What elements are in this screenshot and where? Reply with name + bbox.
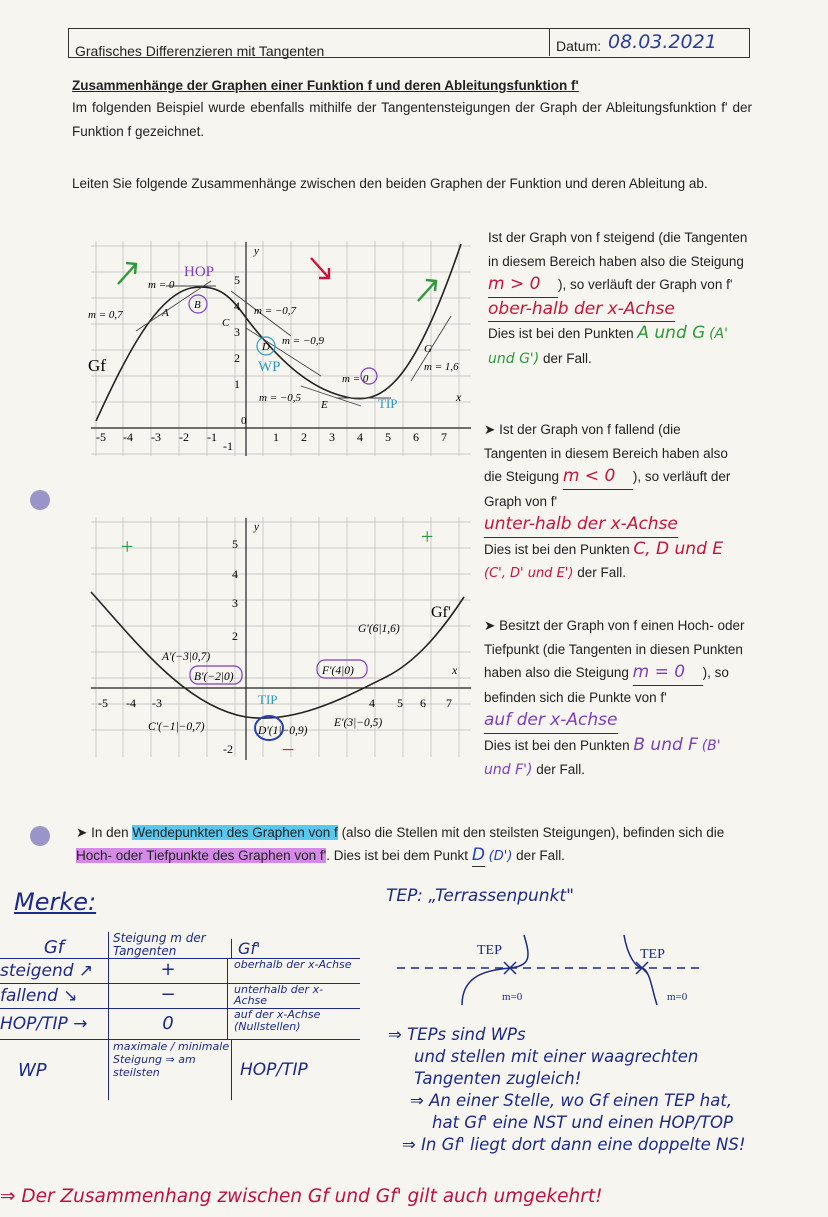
fp-x-tick: -3 [152,696,162,710]
footer-note: ⇒ Der Zusammenhang zwischen Gf und Gf' gilt auch umgekehrt! [0,1186,603,1207]
fp-y-label: y [254,521,259,533]
f-y-label: y [254,245,259,257]
binder-hole-icon [30,826,50,846]
label-F-prime: F'(4|0) [322,665,354,677]
notes-row: steigend ↗ + oberhalb der x-Achse [0,959,360,984]
answer-3-slope: m = 0 [633,661,703,686]
fp-x-tick: 4 [369,696,375,710]
worksheet-title: Grafisches Differenzieren mit Tangenten [75,43,325,59]
answer-1-position: ober-halb der x-Achse [488,298,675,323]
notes-col3: Gf' [231,939,358,958]
notes-col2: Steigung m der Tangenten [108,932,231,958]
f-x-tick: 7 [441,430,447,444]
label-gf: Gf [88,356,106,375]
label-m16: m = 1,6 [424,361,459,373]
fp-x-tick: 5 [397,696,403,710]
intro-paragraph: Im folgenden Beispiel wurde ebenfalls mithilfe der Tangentensteigungen der Graph der Ableitungsfunktion f' der Funktion f gezeichnet. [72,100,752,139]
label-D: D [262,341,270,353]
fp-x-label: x [452,663,458,677]
question-1: Ist der Graph von f steigend (die Tangenten in diesem Bereich haben also die Steigung m > 0 ), so verläuft der Graph von f' ober-halb der x-Achse Dies ist bei den Punkten A und G (A' und G') der Fall. [488,230,748,367]
f-y-tick: -1 [223,439,233,453]
label-m07: m = 0,7 [88,309,123,321]
fp-x-tick: -5 [98,696,108,710]
answer-4-point: D [471,845,485,865]
f-y-tick: 4 [234,299,240,313]
answer-2-points: C, D und E [633,538,724,559]
tep-notes: ⇒ TEPs sind WPs und stellen mit einer waagrechten Tangenten zugleich! ⇒ An einer Stelle, wo Gf einen TEP hat, hat Gf' eine NST und einen HOP/TOP ⇒ In Gf' liegt dort dann eine doppelte NS! [388,1025,746,1154]
graph-f [86,236,476,458]
answer-3-position: auf der x-Achse [484,709,618,734]
label-m-neg05: m = −0,5 [259,392,302,404]
highlight-hoch-tiefpunkte: Hoch- oder Tiefpunkte des Graphen von f' [76,848,327,863]
f-x-tick: -3 [151,430,161,444]
label-C: C [222,317,230,329]
f-x-tick: -2 [179,430,189,444]
notes-title: Merke: [14,888,97,916]
header-box [68,28,750,58]
fp-y-tick: 3 [232,596,238,610]
f-y-tick: 3 [234,325,240,339]
label-B-prime: B'(−2|0) [194,671,234,683]
answer-3-points-prime: (B' und F') [484,737,721,778]
label-minus: − [282,737,295,762]
label-m0a: m = 0 [148,279,175,291]
label-tip-prime: TIP [258,692,278,707]
label-wp: WP [258,359,281,375]
answer-2-position: unter-halb der x-Achse [484,513,678,538]
label-m-neg09: m = −0,9 [282,335,325,347]
highlight-wendepunkte: Wendepunkten des Graphen von f [132,825,338,840]
arrow-up-icon [118,263,136,284]
date-box [549,29,750,56]
label-m-neg07: m = −0,7 [254,305,297,317]
graph-fprime [86,512,476,764]
f-y-tick: 5 [234,273,240,287]
label-D-prime: D'(1|−0,9) [258,725,308,737]
f-x-tick: 1 [273,430,279,444]
label-A-prime: A'(−3|0,7) [162,651,211,663]
label-plus-right: + [421,524,434,549]
label-tip: TIP [378,396,398,411]
f-x-tick: 4 [357,430,363,444]
f-x-tick: -1 [207,430,217,444]
f-x-tick: -4 [123,430,133,444]
f-x-tick: 5 [385,430,391,444]
tep-title: TEP: „Terrassenpunkt" [386,886,574,906]
tep-label-2: TEP [640,947,665,962]
label-B: B [194,299,201,311]
answer-1-points-prime: (A' und G') [488,326,728,367]
date-label: Datum: [556,38,602,54]
f-y-tick: 1 [234,377,240,391]
notes-row: WP maximale / minimale Steigung ⇒ am steilsten HOP/TIP [0,1040,360,1100]
binder-hole-icon [30,490,50,510]
answer-4-point-prime: (D') [488,849,513,864]
y-tick-0: 0 [241,415,247,427]
label-hop: HOP [184,264,215,280]
fp-y-tick: -2 [223,742,233,756]
answer-3-points: B und F [633,734,698,755]
answer-2-points-prime: (C', D' und E') [484,566,574,581]
f-x-label: x [456,390,462,404]
notes-row: fallend ↘ − unterhalb der x-Achse [0,984,360,1009]
answer-2-slope: m < 0 [563,465,633,490]
task-paragraph: Leiten Sie folgende Zusammenhänge zwischen den beiden Graphen der Funktion und deren Ableitung ab. [72,176,708,191]
question-4: ➤ In den Wendepunkten des Graphen von f (also die Stellen mit den steilsten Steigungen), befinden sich die Hoch- oder Tiefpunkte des Graphen von f'. Dies ist bei dem Punkt D (D') der Fall. [76,825,725,865]
fp-y-tick: 4 [232,567,238,581]
label-A: A [162,307,169,319]
notes-col1: Gf [43,937,65,958]
label-G-prime: G'(6|1,6) [358,623,400,635]
triangle-bullet-icon: ➤ [76,825,88,840]
arrow-down-icon [311,258,329,278]
f-x-tick: 6 [413,430,419,444]
tep-m1: m=0 [502,991,523,1003]
tep-label-1: TEP [477,943,502,958]
fp-x-tick: 6 [420,696,426,710]
label-E: E [321,399,328,411]
f-x-tick: -5 [96,430,106,444]
section-title: Zusammenhänge der Graphen einer Funktion f und deren Ableitungsfunktion f' [72,78,579,93]
label-gfprime: Gf' [431,604,451,621]
label-C-prime: C'(−1|−0,7) [148,721,205,733]
f-x-tick: 3 [329,430,335,444]
answer-1-points: A und G [637,323,706,343]
triangle-bullet-icon: ➤ [484,618,496,633]
date-value: 08.03.2021 [608,31,717,53]
fp-x-tick: -4 [126,696,136,710]
fp-x-tick: 7 [446,696,452,710]
question-2: ➤ Ist der Graph von f fallend (die Tangenten in diesem Bereich haben also die Steigung m < 0 ), so verläuft der Graph von f' unter-halb der x-Achse Dies ist bei den Punkten C, D und E (C', D' und E') der Fall. [484,422,731,581]
label-G: G [424,343,432,355]
notes-table [0,930,360,1100]
notes-row: HOP/TIP → 0 auf der x-Achse (Nullstellen) [0,1009,360,1040]
question-3: ➤ Besitzt der Graph von f einen Hoch- oder Tiefpunkt (die Tangenten in diesen Punkten haben also die Steigung m = 0 ), so befinden sich die Punkte von f' auf der x-Achse Dies ist bei den Punkten B und F (B' und F') der Fall. [484,618,745,778]
tep-m2: m=0 [667,991,688,1003]
curve-fprime [91,592,464,718]
tep-sketch [392,930,712,1010]
f-x-tick: 2 [301,430,307,444]
label-m0b: m = 0 [342,373,369,385]
label-plus-left: + [121,534,134,559]
fp-y-tick: 5 [232,537,238,551]
answer-1-slope: m > 0 [488,273,558,298]
triangle-bullet-icon: ➤ [484,422,496,437]
fp-y-tick: 2 [232,629,238,643]
label-E-prime: E'(3|−0,5) [334,717,383,729]
f-y-tick: 2 [234,351,240,365]
